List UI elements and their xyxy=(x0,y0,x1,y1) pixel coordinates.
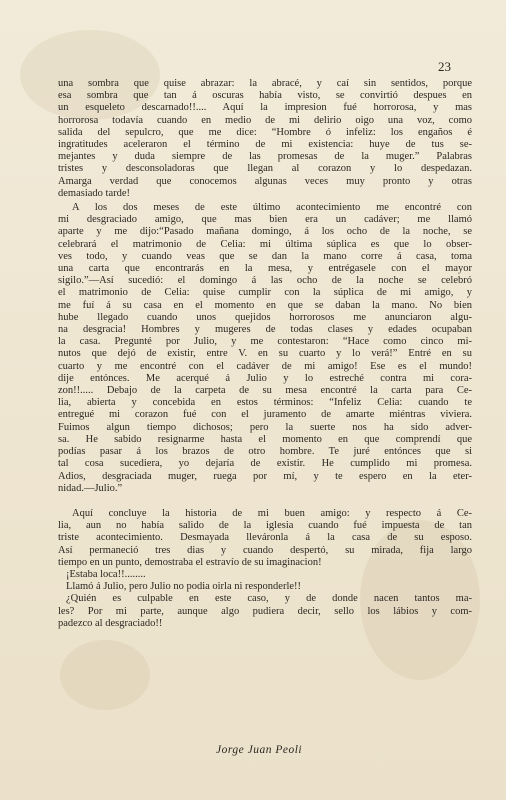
text-line: nidad.—Julio.” xyxy=(58,482,123,494)
text-line: ¡Estaba loca!!........ xyxy=(66,568,146,580)
paper-stain xyxy=(60,640,150,710)
text-line: mi desgraciado amigo, que mas bien era un cadáver; me llamó xyxy=(58,214,472,226)
text-line: aparte y me dijo:“Pasado mañana domingo, á los ocho de la noche, se xyxy=(58,226,472,238)
text-line: Adios, desgraciada muger, ruega por mí, y te espero en la eter- xyxy=(58,470,472,482)
paragraph xyxy=(58,581,472,630)
text-line: zon!!..... Debajo de la carpeta de su mesa encontré la carta para Ce- xyxy=(58,385,472,397)
text-line: celebrará el matrimonio de Celia: mi última súplica es que lo obser- xyxy=(58,238,472,250)
text-line: entregué mi corazon fué con el juramento de amarte miéntras viviera. xyxy=(58,409,472,421)
text-line: padezco al desgraciado!! xyxy=(58,617,163,629)
body-text xyxy=(58,78,472,630)
text-line: sigilo.”—Así sucedió: el domingo á las ocho de la noche se celebró xyxy=(58,275,472,287)
text-line: ¿Quién es culpable en este caso, y de donde nacen tantos ma- xyxy=(66,593,472,605)
text-line: hube llegado cuando unos quejidos horrorosos me anunciaron algu- xyxy=(58,311,472,323)
page-number: 23 xyxy=(438,59,451,74)
paragraph xyxy=(58,78,472,200)
text-line: podías pasar á los brazos de otro hombre. Te juré entónces que si xyxy=(58,446,472,458)
text-line: Así permaneció tres dias y cuando despertó, su mirada, fija largo xyxy=(58,544,472,556)
text-line: ingratitudes aceleraron el término de mi existencia: huye de tus se- xyxy=(58,139,472,151)
text-line: una sombra que quise abrazar: la abracé, y caí sin sentidos, porque xyxy=(58,78,472,89)
author-signature: Jorge Juan Peoli xyxy=(216,744,303,756)
text-line: na desgracia! Hombres y mugeres de todas clases y edades ocupaban xyxy=(58,324,472,336)
paragraph xyxy=(58,202,472,495)
paragraph xyxy=(58,508,472,581)
text-line: un esqueleto descarnado!!.... Aquí la impresion fué horrorosa, y mas xyxy=(58,102,472,114)
text-line: nutos que dejó de existir, entre V. en su cuarto y lo verá!” Entré en su xyxy=(58,348,472,360)
text-line: el matrimonio de Celia: quise cumplir con la súplica de mi amigo, y xyxy=(58,287,472,299)
text-line: ves todo, y cuando veas que se dan la mano corre á casa, toma xyxy=(58,250,472,262)
text-line: demasiado tarde! xyxy=(58,187,131,199)
text-line: dije entónces. Me acerqué á Julio y lo estreché contra mi cora- xyxy=(58,372,472,384)
text-line: lia, aun no había salido de la iglesia cuando fué impuesta de tan xyxy=(58,520,472,532)
text-line: tristes y desconsoladoras que llegan al corazon y lo despedazan. xyxy=(58,163,472,175)
text-line: cuarto y me encontré con el cadáver de mi amigo! Ese es el mundo! xyxy=(58,360,472,372)
text-line: les? Por mi parte, aunque algo pudiera decir, sello los lábios y com- xyxy=(58,605,472,617)
text-line: mejantes y duda siempre de las promesas de la muger.” Palabras xyxy=(58,151,472,163)
text-line: Fuimos algun tiempo dichosos; pero la suerte nos ha sido adver- xyxy=(58,421,472,433)
text-line: una carta que encontrarás en la mesa, y entrégasele con el mayor xyxy=(58,263,472,275)
text-line: esa sombra que tan á oscuras había visto, se convirtió despues en xyxy=(58,90,472,102)
text-line: tiempo en un punto, demostraba el estravío de su imaginacion! xyxy=(58,556,322,568)
text-line: A los dos meses de este último acontecimiento me encontré con xyxy=(72,202,472,214)
text-line: horrorosa todavía cuando en medio de mi delirio oigo una voz, como xyxy=(58,114,472,126)
text-line: triste acontecimiento. Desmayada lleváronla á la casa de su esposo. xyxy=(58,532,472,544)
text-line: me fuí á su casa en el momento en que se daban la mano. No bien xyxy=(58,299,472,311)
text-line: la casa. Pregunté por Julio, y me contestaron: “Hace como cinco mi- xyxy=(58,336,472,348)
text-line: Amarga verdad que conocemos algunas veces muy pronto y otras xyxy=(58,175,472,187)
text-line: lia, abierta y concebida en estos términos: “Infeliz Celia: cuando te xyxy=(58,397,472,409)
text-line: sa. He sabido resignarme hasta el momento en que comprendí que xyxy=(58,433,472,445)
text-line: salida del sepulcro, que me dice: “Hombre ó infeliz: los engaños é xyxy=(58,126,472,138)
text-line: Aquí concluye la historia de mi buen amigo: y respecto á Ce- xyxy=(72,507,472,519)
text-line: tal cosa sucediera, yo dejaría de existir. He cumplido mi promesa. xyxy=(58,458,472,470)
text-line: Llamó á Julio, pero Julio no podia oirla ni responderle!! xyxy=(66,581,302,593)
